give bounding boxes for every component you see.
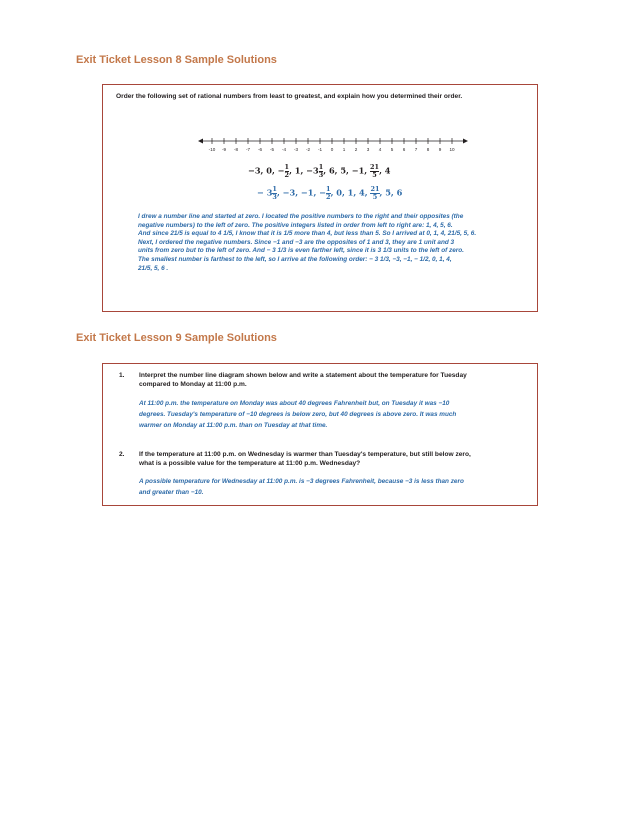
number-line-tick-label: -9 [221, 147, 227, 152]
q1-text-line: compared to Monday at 11:00 p.m. [139, 380, 247, 388]
lesson9-box [102, 363, 538, 506]
number-line-tick-label: 10 [449, 147, 455, 152]
number-line-tick-label: -4 [281, 147, 287, 152]
number-line-tick-label: 5 [390, 147, 394, 152]
explanation-line: The smallest number is farthest to the left, so I arrive at the following order: − 3 1/3, −3, −1, − 1/2, 0, 1, 4, [138, 255, 452, 263]
number-line-tick-label: 7 [414, 147, 418, 152]
number-line-tick-label: -1 [317, 147, 323, 152]
q1-number: 1. [119, 372, 125, 379]
explanation-line: negative numbers) to the left of zero. The positive integers listed in order from left to right are: 1, 4, 5, 6. [138, 221, 453, 229]
number-line-tick-label: -8 [233, 147, 239, 152]
ordered-set: − 3 $\frac{1}{3}$ , −3, −1, − $\frac{1}{2}$ , 0, 1, 4, $\frac{21}{5}$ , 5, 6 [257, 185, 403, 201]
given-set: −3, 0, − $\frac{1}{2}$ , 1, −3 $\frac{1}{3}$ , 6, 5, −1, $\frac{21}{5}$ , 4 [248, 163, 391, 179]
number-line-tick-label: 1 [342, 147, 346, 152]
q1-answer [139, 398, 531, 431]
explanation-line: units from zero but to the left of zero. And − 3 1/3 is even farther left, since it is 3 1/3 units to the left of zero. [138, 247, 464, 255]
ordered-set-text [104, 85, 105, 86]
number-line-tick-label: -7 [245, 147, 251, 152]
lesson9-heading: Exit Ticket Lesson 9 Sample Solutions [76, 332, 277, 344]
q1-answer-line: At 11:00 p.m. the temperature on Monday was about 40 degrees Fahrenheit but, on Tuesday it was −10 [139, 400, 450, 407]
q1-text-line: Interpret the number line diagram shown below and write a statement about the temperature for Tuesday [139, 372, 467, 379]
q2-text [139, 451, 529, 469]
explanation-line: Next, I ordered the negative numbers. Since −1 and −3 are the opposites of 1 and 3, they are 1 unit and 3 [138, 238, 455, 246]
q2-answer [139, 476, 531, 498]
q1-answer-line: degrees. Tuesday's temperature of −10 degrees is below zero, but 40 degrees is above zero. It was much [139, 411, 457, 418]
q2-text-line: If the temperature at 11:00 p.m. on Wednesday is warmer than Tuesday's temperature, but still below zero, [139, 451, 471, 458]
q1-answer-line: warmer on Monday at 11:00 p.m. than on Tuesday at that time. [139, 422, 328, 429]
number-line-tick-label: 6 [402, 147, 406, 152]
number-line-tick-label: -3 [293, 147, 299, 152]
lesson8-explanation [138, 213, 533, 273]
explanation-line: 21/5, 5, 6 . [138, 264, 169, 272]
explanation-line: And since 21/5 is equal to 4 1/5, I know that it is 1/5 more than 4, but less than 5. So I arrived at 0, 1, 4, 21/5, 5, 6. [138, 230, 477, 238]
number-line-ticks [209, 138, 455, 152]
q2-answer-line: A possible temperature for Wednesday at 11:00 p.m. is −3 degrees Fahrenheit, because −3 is less than zero [139, 478, 464, 485]
number-line-tick-label: 4 [378, 147, 382, 152]
number-line-tick-label: -5 [269, 147, 275, 152]
number-line-tick-label: -6 [257, 147, 263, 152]
number-line-tick-label: 3 [366, 147, 370, 152]
q2-text-line: what is a possible value for the temperature at 11:00 p.m. Wednesday? [139, 459, 361, 467]
number-line-tick-label: 2 [354, 147, 358, 152]
q2-number: 2. [119, 451, 125, 458]
lesson8-prompt: Order the following set of rational numbers from least to greatest, and explain how you determined their order. [116, 93, 463, 100]
number-line-tick-label: 0 [330, 147, 334, 152]
number-line-tick-label: 8 [426, 147, 430, 152]
number-line [198, 135, 470, 157]
number-line-tick-label: -2 [305, 147, 311, 152]
lesson8-box [102, 84, 538, 312]
number-line-tick-label: 9 [438, 147, 442, 152]
explanation-line: I drew a number line and started at zero. I located the positive numbers to the right and their opposites (the [138, 213, 464, 220]
q1-text [139, 372, 529, 390]
lesson8-heading: Exit Ticket Lesson 8 Sample Solutions [76, 54, 277, 66]
number-line-tick-label: -10 [208, 147, 216, 152]
q2-answer-line: and greater than −10. [139, 489, 204, 496]
